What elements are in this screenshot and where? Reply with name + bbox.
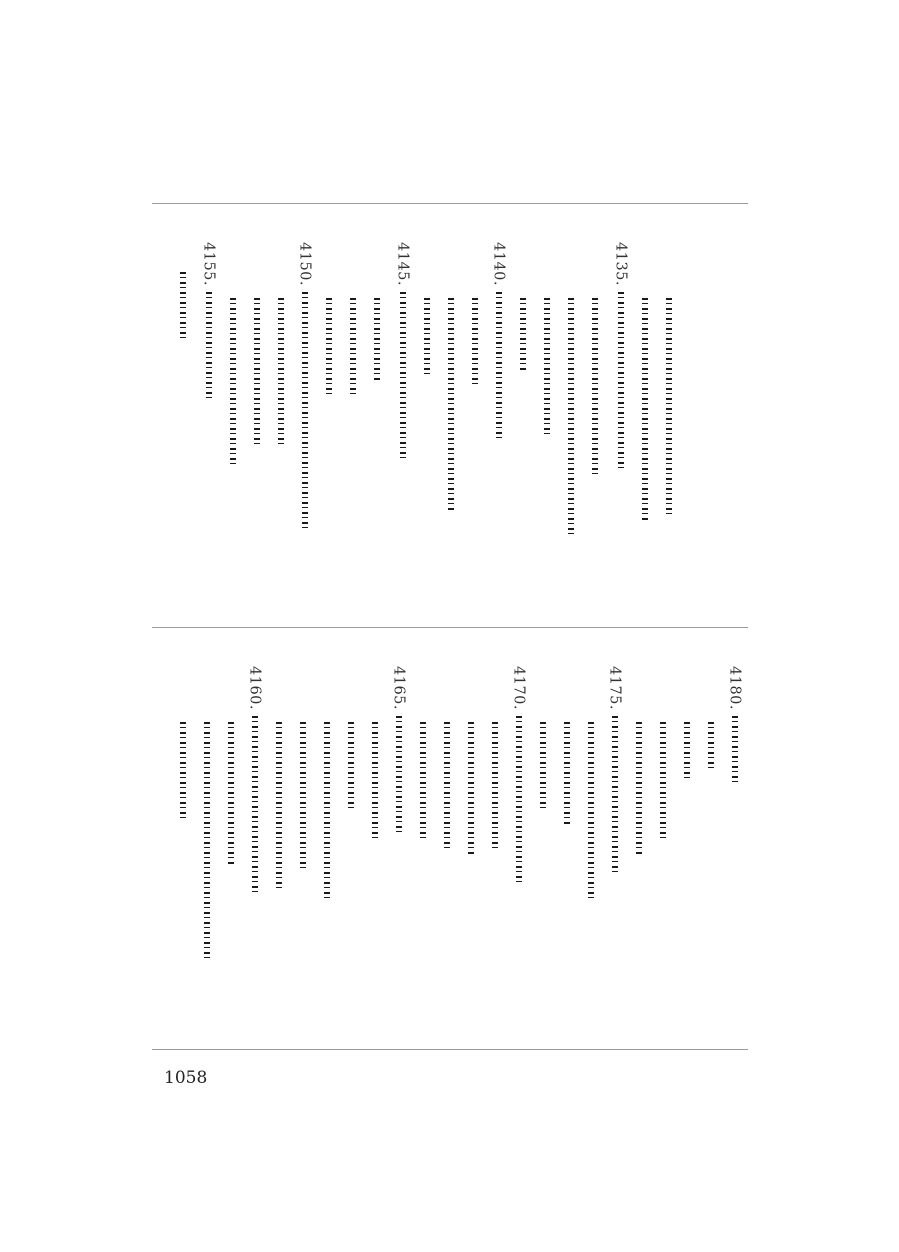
text-column <box>220 666 242 866</box>
mongolian-text <box>345 298 361 394</box>
text-column <box>268 666 290 892</box>
mongolian-text <box>463 722 479 856</box>
text-column <box>440 242 462 512</box>
text-column <box>412 666 434 842</box>
mongolian-text <box>391 716 407 832</box>
mongolian-text <box>631 722 647 854</box>
entry-number: 4135. <box>612 242 629 287</box>
text-column <box>536 242 558 434</box>
mongolian-text <box>225 298 241 468</box>
mongolian-text <box>271 722 287 892</box>
mongolian-text <box>515 298 531 372</box>
mongolian-text <box>343 722 359 812</box>
text-column <box>560 242 582 538</box>
mongolian-text <box>727 716 743 786</box>
text-column <box>292 666 314 872</box>
mongolian-text <box>443 298 459 512</box>
entry-4165 <box>388 666 410 832</box>
mongolian-text <box>395 292 411 458</box>
entry-number: 4175. <box>606 666 623 711</box>
mongolian-text <box>273 298 289 448</box>
text-column <box>700 666 722 770</box>
top-divider <box>152 203 748 204</box>
mongolian-text <box>223 722 239 866</box>
entry-4140 <box>488 242 510 440</box>
mongolian-text <box>511 716 527 882</box>
entry-4155 <box>198 242 220 398</box>
entry-4160 <box>244 666 266 892</box>
mongolian-text <box>297 292 313 530</box>
text-column <box>556 666 578 826</box>
text-column <box>628 666 650 854</box>
mongolian-text <box>295 722 311 872</box>
mongolian-text <box>655 722 671 842</box>
text-column <box>222 242 244 468</box>
mongolian-text <box>467 298 483 384</box>
entry-4180 <box>724 666 746 786</box>
text-column <box>652 666 674 842</box>
mongolian-text <box>539 298 555 434</box>
mongolian-text <box>439 722 455 852</box>
text-column <box>246 242 268 448</box>
text-column <box>340 666 362 812</box>
mongolian-text <box>419 298 435 374</box>
text-column <box>416 242 438 374</box>
mongolian-text <box>369 298 385 382</box>
bottom-divider <box>152 1049 748 1050</box>
entry-number: 4180. <box>726 666 743 711</box>
text-column <box>270 242 292 448</box>
mongolian-text <box>247 716 263 892</box>
mongolian-text <box>491 292 507 440</box>
text-column <box>532 666 554 808</box>
text-column <box>584 242 606 478</box>
text-column <box>172 242 194 338</box>
mongolian-text <box>679 722 695 778</box>
text-column <box>634 242 656 522</box>
entry-number: 4165. <box>390 666 407 711</box>
entry-number: 4140. <box>490 242 507 287</box>
text-column <box>484 666 506 850</box>
mongolian-text <box>175 722 191 818</box>
text-column <box>580 666 602 898</box>
entry-number: 4160. <box>246 666 263 711</box>
mongolian-text <box>319 722 335 898</box>
mongolian-text <box>201 292 217 398</box>
text-column <box>366 242 388 382</box>
page-number: 1058 <box>164 1068 208 1088</box>
text-column <box>172 666 194 818</box>
text-column <box>676 666 698 778</box>
entry-number: 4150. <box>296 242 313 287</box>
entry-number: 4145. <box>394 242 411 287</box>
mongolian-text <box>587 298 603 478</box>
mongolian-text <box>249 298 265 448</box>
mongolian-text <box>583 722 599 898</box>
mongolian-text <box>199 722 215 958</box>
mongolian-text <box>367 722 383 842</box>
text-column <box>460 666 482 856</box>
text-column <box>658 242 680 518</box>
text-column <box>364 666 386 842</box>
mongolian-text <box>661 298 677 518</box>
text-column <box>342 242 364 394</box>
mongolian-text <box>487 722 503 850</box>
mongolian-text <box>535 722 551 808</box>
top-text-block <box>152 206 748 624</box>
entry-4175 <box>604 666 626 876</box>
text-column <box>196 666 218 958</box>
mongolian-text <box>175 272 191 338</box>
mongolian-text <box>637 298 653 522</box>
text-column <box>512 242 534 372</box>
entry-4150 <box>294 242 316 530</box>
mongolian-text <box>321 298 337 398</box>
entry-4145 <box>392 242 414 458</box>
middle-divider <box>152 627 748 628</box>
text-column <box>464 242 486 384</box>
mongolian-text <box>415 722 431 842</box>
mongolian-text <box>559 722 575 826</box>
mongolian-text <box>703 722 719 770</box>
entry-4135 <box>610 242 632 468</box>
entry-4170 <box>508 666 530 882</box>
entry-number: 4155. <box>200 242 217 287</box>
entry-number: 4170. <box>510 666 527 711</box>
text-column <box>436 666 458 852</box>
bottom-text-block <box>152 630 748 1046</box>
mongolian-text <box>613 292 629 468</box>
mongolian-text <box>563 298 579 538</box>
text-column <box>318 242 340 398</box>
mongolian-text <box>607 716 623 876</box>
text-column <box>316 666 338 898</box>
